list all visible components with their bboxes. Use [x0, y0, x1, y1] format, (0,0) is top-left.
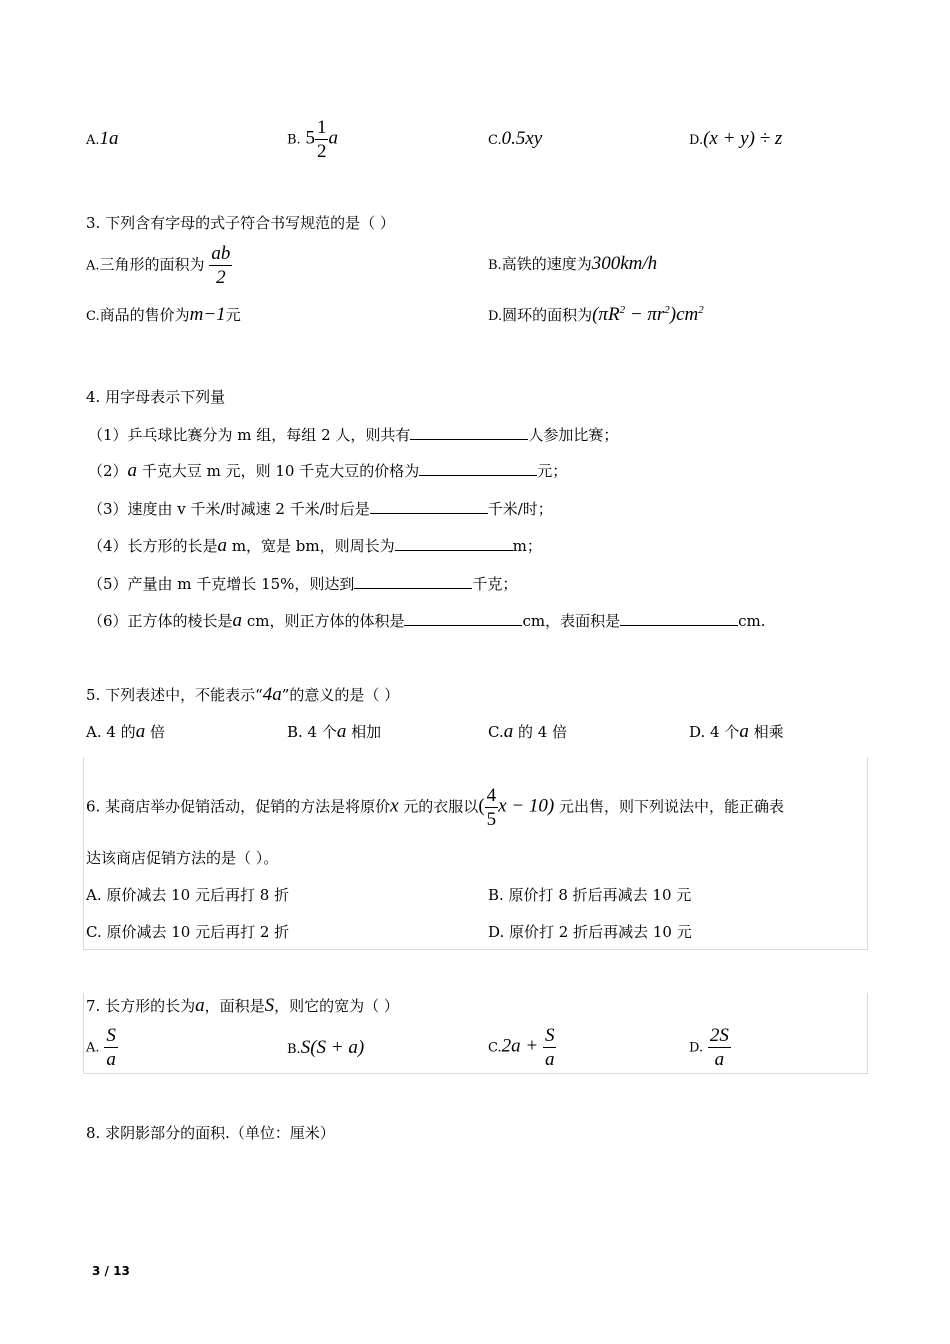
- q7-option-d: D. $\frac{2S}{a}$: [689, 1025, 729, 1070]
- q3-option-d: D.圆环的面积为$(\pi R^2 - \pi r^2)cm^2$: [488, 304, 704, 325]
- q3-option-c: C.商品的售价为m−1元: [86, 304, 241, 325]
- answer-blank[interactable]: [410, 424, 528, 440]
- q4-item-4: （4）长方形的长是a m，宽是 bm，则周长为 m；: [88, 535, 542, 556]
- q4-item-3: （3）速度由 v 千米/时减速 2 千米/时后是 千米/时；: [88, 500, 553, 518]
- q5-option-d: D. 4 个a 相乘: [689, 721, 784, 742]
- q4-item-1: （1）乒乓球比赛分为 m 组，每组 2 人，则共有 人参加比赛；: [88, 426, 619, 444]
- q6-stem-line1: 6. 某商店举办促销活动，促销的方法是将原价x 元的衣服以( $\frac{4}{5}$ x − 10) 元出售，则下列说法中，能正确表: [86, 785, 785, 830]
- q2-option-a: A.1a: [86, 128, 119, 149]
- q2-option-c: C.0.5xy: [488, 128, 543, 149]
- answer-blank[interactable]: [419, 460, 537, 476]
- q3-stem: 3. 下列含有字母的式子符合书写规范的是（ ）: [86, 214, 395, 232]
- answer-blank[interactable]: [620, 610, 738, 626]
- q6-option-c: C. 原价减去 10 元后再打 2 折: [86, 923, 290, 941]
- q5-stem: 5. 下列表述中，不能表示“4a”的意义的是（ ）: [86, 684, 400, 705]
- q5-option-b: B. 4 个a 相加: [287, 721, 382, 742]
- q4-item-5: （5）产量由 m 千克增长 15%，则达到 千克；: [88, 575, 518, 593]
- q4-item-2: （2）a 千克大豆 m 元，则 10 千克大豆的价格为 元；: [88, 460, 568, 481]
- q6-stem-line2: 达该商店促销方法的是（ ）。: [86, 849, 279, 867]
- q3-option-a: A.三角形的面积为 $\frac{ab}{2}$: [86, 243, 231, 288]
- answer-blank[interactable]: [404, 610, 522, 626]
- answer-blank[interactable]: [370, 498, 488, 514]
- answer-blank[interactable]: [354, 573, 472, 589]
- q7-option-b: B.S(S + a): [287, 1037, 365, 1058]
- q2-option-d: D.(x + y) ÷ z: [689, 128, 783, 149]
- q8-stem: 8. 求阴影部分的面积.（单位：厘米）: [86, 1124, 335, 1142]
- q6-option-d: D. 原价打 2 折后再减去 10 元: [488, 923, 692, 941]
- q5-option-c: C.a 的 4 倍: [488, 721, 568, 742]
- q5-option-a: A. 4 的a 倍: [86, 721, 165, 742]
- q6-option-b: B. 原价打 8 折后再减去 10 元: [488, 886, 692, 904]
- fraction: $\frac{1}{2}$: [316, 117, 327, 162]
- q6-option-a: A. 原价减去 10 元后再打 8 折: [86, 886, 290, 904]
- q7-option-c: C.2a + $\frac{S}{a}$: [488, 1025, 555, 1070]
- q2-option-b: B. 5 $\frac{1}{2}$ a: [287, 117, 338, 162]
- q4-item-6: （6）正方体的棱长是a cm，则正方体的体积是 cm，表面积是 cm.: [88, 610, 766, 631]
- q7-stem: 7. 长方形的长为a，面积是S，则它的宽为（ ）: [86, 995, 399, 1016]
- answer-blank[interactable]: [395, 535, 513, 551]
- q4-stem: 4. 用字母表示下列量: [86, 388, 226, 406]
- q3-option-b: B.高铁的速度为300km/h: [488, 253, 658, 274]
- page-number: 3 / 13: [92, 1264, 130, 1278]
- q7-option-a: A. $\frac{S}{a}$: [86, 1025, 116, 1070]
